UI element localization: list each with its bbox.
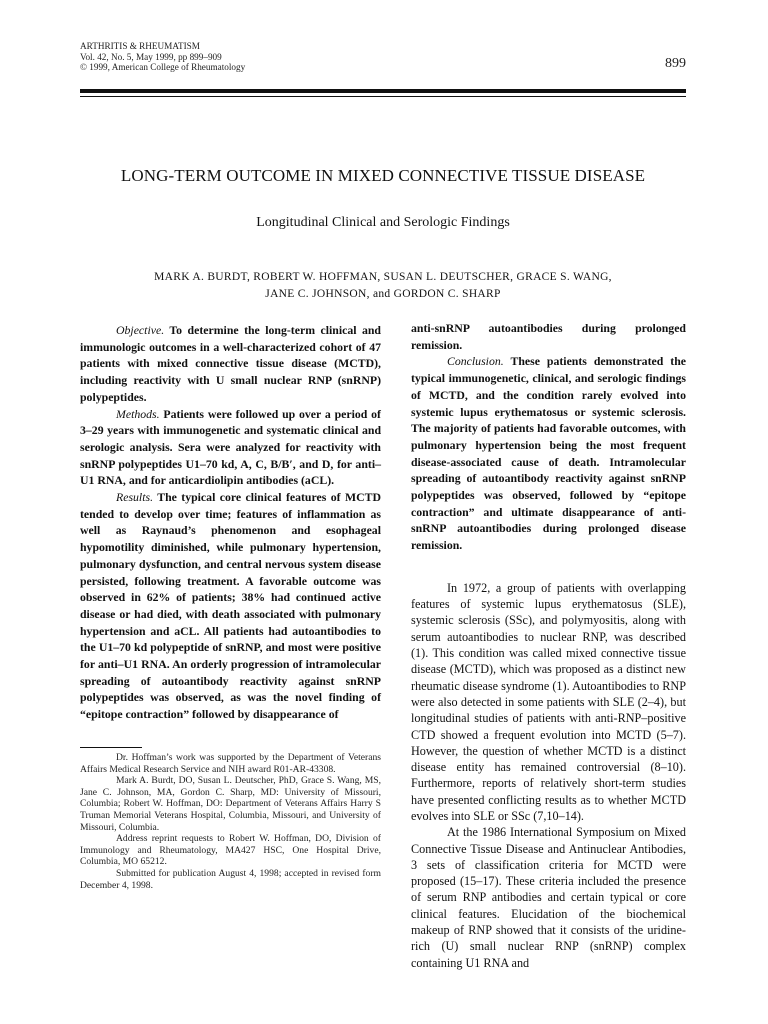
header-rule-thick: [80, 89, 686, 93]
results-label: Results.: [116, 490, 154, 505]
conclusion-label: Conclusion.: [447, 354, 504, 369]
author-list: [80, 269, 686, 303]
header-rule-thin: [80, 96, 686, 97]
journal-header: [80, 41, 245, 73]
page-number: 899: [665, 56, 686, 71]
article-subtitle: Longitudinal Clinical and Serologic Findings: [256, 215, 510, 230]
authors-line-2: JANE C. JOHNSON, and GORDON C. SHARP: [265, 288, 501, 300]
abstract-objective: [80, 322, 381, 406]
article-title: LONG-TERM OUTCOME IN MIXED CONNECTIVE TISSUE DISEASE: [120, 166, 646, 185]
footnote-affiliations: Mark A. Burdt, DO, Susan L. Deutscher, PhD, Grace S. Wang, MS, Jane C. Johnson, MA, Gordon C. Sharp, MD: University of Missouri, Columbia; Robert W. Hoffman, DO: Department of Veterans Affairs Harry S Truman Memorial Veterans Hospital, Columbia, Missouri, and University of Missouri, Columbia.: [80, 775, 381, 833]
footnote-rule: [80, 747, 142, 748]
intro-paragraph-1: In 1972, a group of patients with overlapping features of systemic lupus erythematosus (SLE), systemic sclerosis (SSc), and polymyositis, along with serum autoantibodies to nuclear RNP, was described (1). This condition was called mixed connective tissue disease (MCTD), which was proposed as a distinct new rheumatic disease syndrome (1). Autoantibodies to RNP were also detected in some patients with SLE (2–4), but longitudinal studies of patients with anti-RNP–positive CTD showed a frequent evolution into MCTD (5–7). However, the question of whether MCTD is a distinct disease entity has remained controversial (8–10). Furthermore, reports of relatively short-term studies have presented conflicting results as to whether MCTD evolves into SLE or SSc (7,10–14).: [411, 580, 686, 823]
intro-paragraph-2: At the 1986 International Symposium on Mixed Connective Tissue Disease and Antinuclear Antibodies, 3 sets of classification criteria for MCTD were proposed (15–17). These criteria included the presence of serum RNP antibodies and certain typical or core clinical features. Elucidation of the biochemical makeup of RNP showed that it consists of the uridine-rich (U) small nuclear RNP (snRNP) complex containing U1 RNA and: [411, 825, 686, 970]
section-gap: [411, 554, 686, 580]
abstract-results: [80, 489, 381, 723]
abstract-methods: [80, 406, 381, 490]
methods-label: Methods.: [116, 406, 160, 421]
authors-line-1: MARK A. BURDT, ROBERT W. HOFFMAN, SUSAN L. DEUTSCHER, GRACE S. WANG,: [154, 271, 612, 283]
abstract-results-continued: [411, 320, 686, 353]
right-column: [411, 320, 686, 971]
footnotes: [80, 752, 381, 891]
results-text: The typical core clinical features of MCTD tended to develop over time; features of inflammation as well as Raynaud’s phenomenon and esophageal hypomotility diminished, while pulmonary hypertension, pulmonary dysfunction, and central nervous system disease persisted, following treatment. A favorable outcome was observed in 62% of patients; 38% had continued active disease or had died, with death associated with pulmonary hypertension and aCL. All patients had autoantibodies to the U1–70 kd polypeptide of snRNP, and most were positive for anti–U1 RNA. An orderly progression of intramolecular spreading of autoantibody reactivity against snRNP polypeptides was observed, as was the novel finding of “epitope contraction” followed by disappearance of: [80, 490, 381, 722]
objective-text: To determine the long-term clinical and immunologic outcomes in a well-characterized cohort of 47 patients with mixed connective tissue disease (MCTD), including reactivity with U small nuclear RNP (snRNP) polypeptides.: [80, 323, 381, 404]
footnote-support: Dr. Hoffman’s work was supported by the Department of Veterans Affairs Medical Research Service and NIH award R01-AR-43308.: [80, 752, 381, 775]
left-column: [80, 322, 381, 723]
conclusion-text: These patients demonstrated the typical immunogenetic, clinical, and serologic findings of MCTD, and the condition rarely evolved into systemic lupus erythematosus or systemic sclerosis. The majority of patients had favorable outcomes, with pulmonary hypertension being the most frequent disease-associated cause of death. Intramolecular spreading of autoantibody reactivity against snRNP polypeptides was observed, followed by “epitope contraction” and ultimate disappearance of anti-snRNP autoantibodies during prolonged disease remission.: [411, 354, 686, 553]
results-continued-text: anti-snRNP autoantibodies during prolonged remission.: [411, 321, 686, 352]
volume-info: Vol. 42, No. 5, May 1999, pp 899–909: [80, 51, 222, 62]
footnote-reprints: Address reprint requests to Robert W. Hoffman, DO, Division of Immunology and Rheumatology, MA427 HSC, One Hospital Drive, Columbia, MO 65212.: [80, 833, 381, 868]
objective-label: Objective.: [116, 323, 165, 337]
footnote-submitted: Submitted for publication August 4, 1998; accepted in revised form December 4, 1998.: [80, 867, 381, 891]
abstract-conclusion: [411, 353, 686, 553]
methods-text: Patients were followed up over a period of 3–29 years with immunogenetic and systematic clinical and serologic analysis. Sera were analyzed for reactivity with snRNP polypeptides U1–70 kd, A, C, B/B′, and D, for anti–U1 RNA, and for anticardiolipin antibodies (aCL).: [80, 406, 381, 488]
copyright-line: © 1999, American College of Rheumatology: [80, 62, 246, 72]
journal-name: ARTHRITIS & RHEUMATISM: [80, 41, 200, 51]
